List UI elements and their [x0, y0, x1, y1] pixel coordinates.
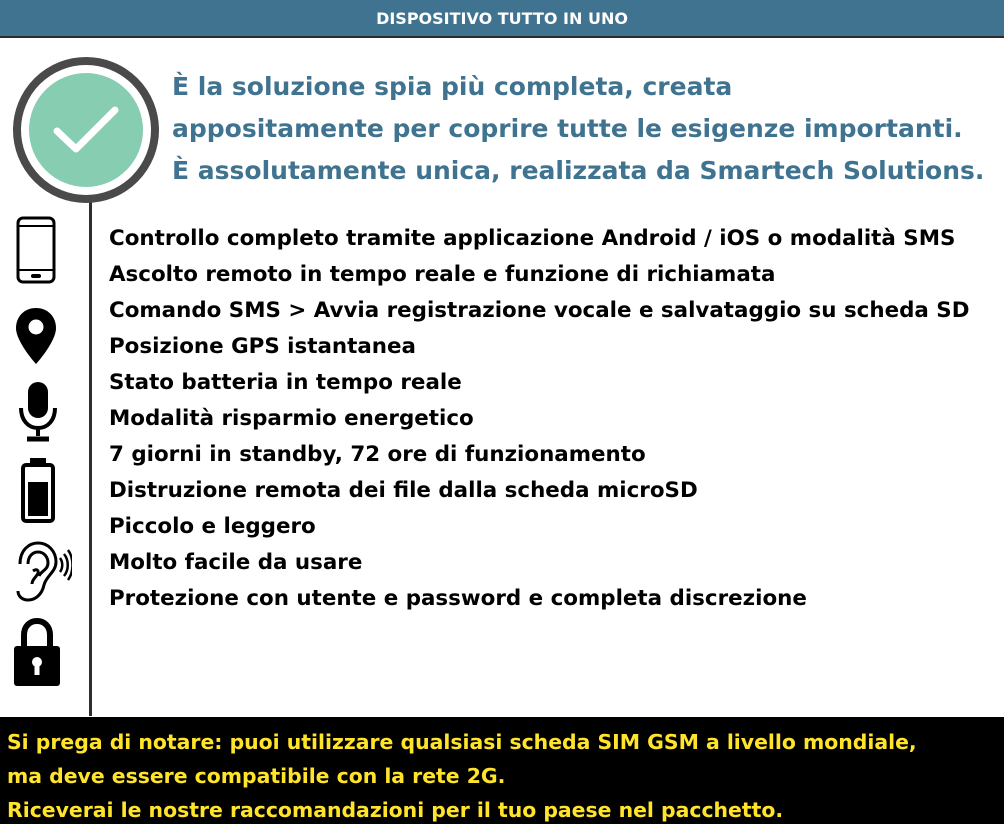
- microphone-icon: [16, 380, 60, 444]
- ear-listening-icon: [10, 540, 72, 604]
- feature-item: Stato batteria in tempo reale: [109, 370, 462, 395]
- intro-line: È assolutamente unica, realizzata da Smartech Solutions.: [172, 156, 985, 185]
- feature-item: Piccolo e leggero: [109, 514, 316, 539]
- feature-item: Protezione con utente e password e completa discrezione: [109, 586, 807, 611]
- intro-text: [172, 66, 1002, 192]
- checkmark-badge: [13, 57, 159, 203]
- feature-item: Modalità risparmio energetico: [109, 406, 474, 431]
- feature-item: Posizione GPS istantanea: [109, 334, 416, 359]
- intro-line: appositamente per coprire tutte le esigenze importanti.: [172, 114, 963, 143]
- feature-item: 7 giorni in standby, 72 ore di funzionamento: [109, 442, 646, 467]
- compatibility-notice: [0, 717, 1004, 824]
- location-pin-icon: [14, 306, 58, 366]
- notice-line: ma deve essere compatibile con la rete 2G.: [7, 764, 506, 788]
- padlock-icon: [12, 618, 62, 688]
- feature-item: Ascolto remoto in tempo reale e funzione di richiamata: [109, 262, 776, 287]
- feature-item: Distruzione remota dei file dalla scheda microSD: [109, 478, 698, 503]
- feature-item: Controllo completo tramite applicazione Android / iOS o modalità SMS: [109, 226, 956, 251]
- feature-list: [109, 221, 999, 617]
- smartphone-icon: [16, 216, 56, 284]
- notice-line: Si prega di notare: puoi utilizzare qualsiasi scheda SIM GSM a livello mondiale,: [7, 730, 917, 754]
- checkmark-icon: [29, 73, 143, 187]
- battery-icon: [20, 456, 56, 524]
- header-title: DISPOSITIVO TUTTO IN UNO: [376, 8, 628, 28]
- header-bar: [0, 0, 1004, 36]
- intro-line: È la soluzione spia più completa, creata: [172, 72, 733, 101]
- header-divider: [0, 36, 1004, 38]
- notice-line: Riceverai le nostre raccomandazioni per il tuo paese nel pacchetto.: [7, 798, 784, 822]
- timeline-line: [89, 200, 92, 716]
- feature-item: Molto facile da usare: [109, 550, 363, 575]
- feature-item: Comando SMS > Avvia registrazione vocale e salvataggio su scheda SD: [109, 298, 970, 323]
